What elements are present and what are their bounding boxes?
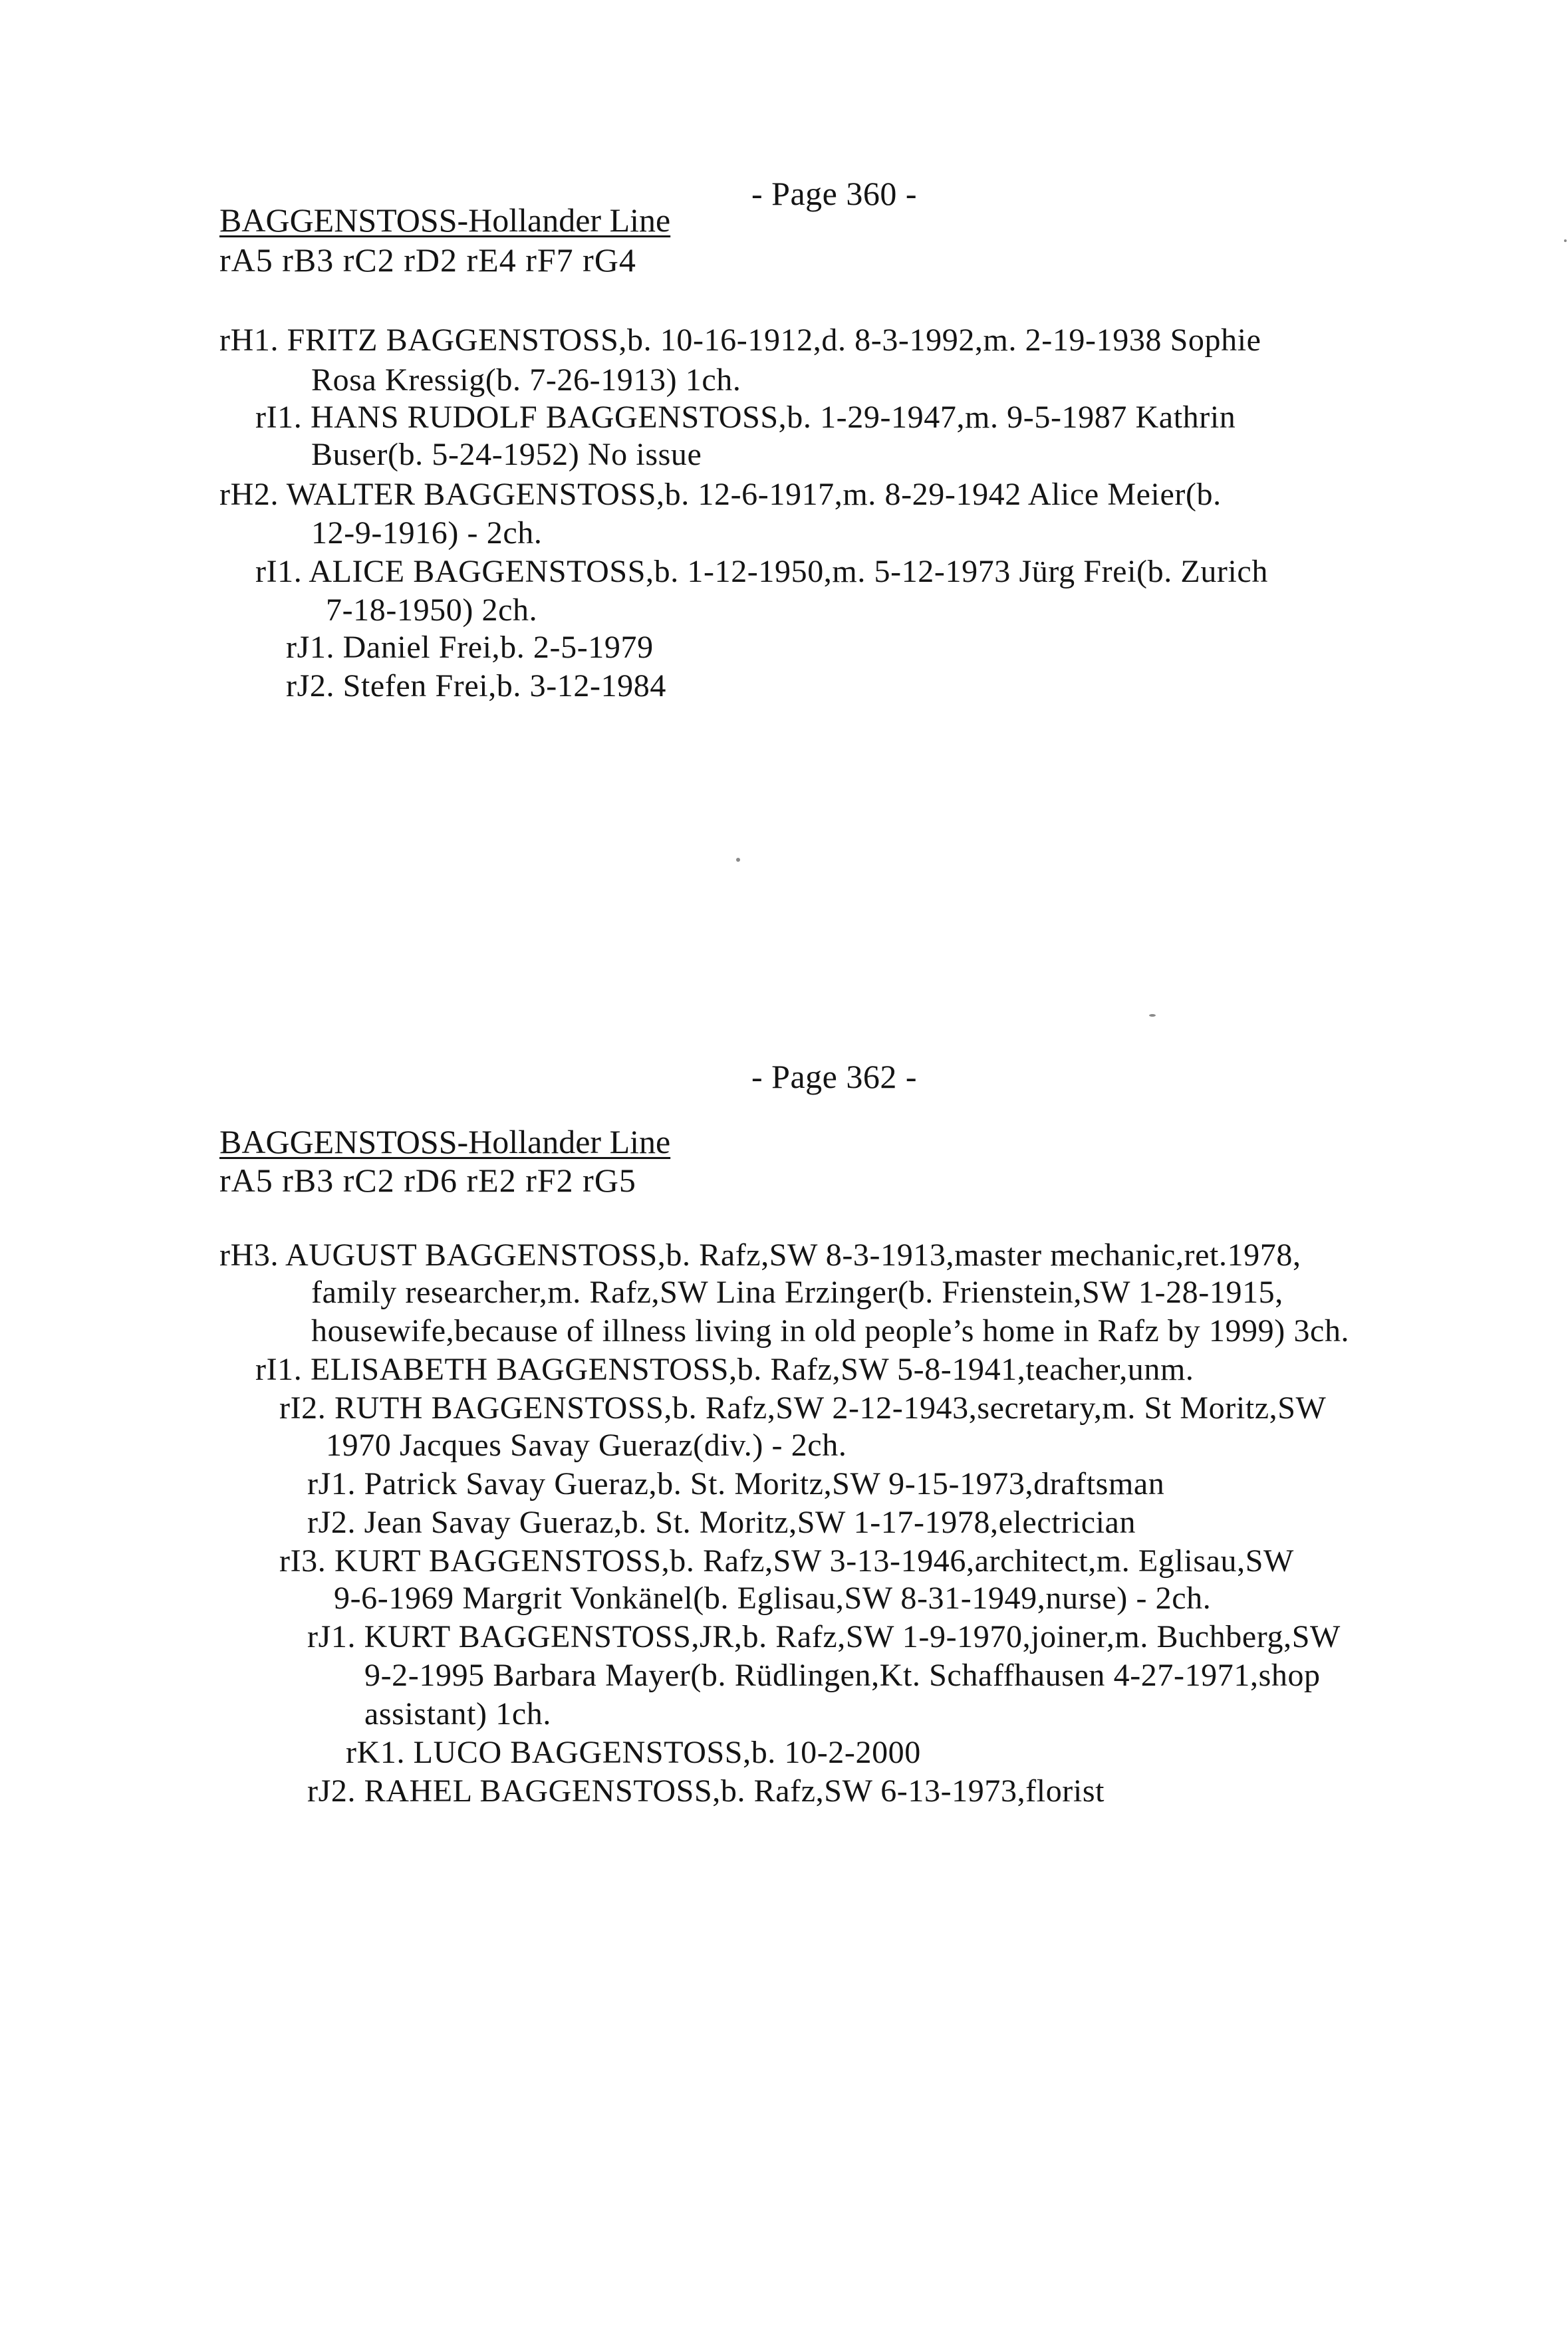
entry-rj1-kurt-jr: rJ1. KURT BAGGENSTOSS,JR,b. Rafz,SW 1-9-1970,joiner,m. Buchberg,SW	[307, 1619, 1341, 1654]
entry-rj1-patrick: rJ1. Patrick Savay Gueraz,b. St. Moritz,SW 9-15-1973,draftsman	[307, 1466, 1165, 1501]
entry-ri3: rI3. KURT BAGGENSTOSS,b. Rafz,SW 3-13-1946,architect,m. Eglisau,SW	[279, 1543, 1294, 1579]
entry-rj1: rJ1. Daniel Frei,b. 2-5-1979	[286, 630, 654, 665]
entry-rh3-cont2: housewife,because of illness living in old people’s home in Rafz by 1999) 3ch.	[311, 1313, 1350, 1349]
entry-rh2: rH2. WALTER BAGGENSTOSS,b. 12-6-1917,m. 8-29-1942 Alice Meier(b.	[219, 477, 1222, 512]
entry-rj1-kurt-jr-cont2: assistant) 1ch.	[364, 1696, 551, 1732]
entry-ri1: rI1. HANS RUDOLF BAGGENSTOSS,b. 1-29-1947,m. 9-5-1987 Kathrin	[255, 400, 1236, 435]
entry-rh3: rH3. AUGUST BAGGENSTOSS,b. Rafz,SW 8-3-1913,master mechanic,ret.1978,	[219, 1237, 1301, 1273]
line-title: BAGGENSTOSS-Hollander Line	[219, 201, 671, 239]
entry-rj2-jean: rJ2. Jean Savay Gueraz,b. St. Moritz,SW 1-17-1978,electrician	[307, 1505, 1136, 1540]
entry-rj1-kurt-jr-cont1: 9-2-1995 Barbara Mayer(b. Rüdlingen,Kt. Schaffhausen 4-27-1971,shop	[364, 1658, 1321, 1693]
entry-rh1-cont: Rosa Kressig(b. 7-26-1913) 1ch.	[311, 362, 741, 398]
scan-speck	[736, 858, 740, 862]
entry-ri1: rI1. ELISABETH BAGGENSTOSS,b. Rafz,SW 5-8-1941,teacher,unm.	[255, 1352, 1194, 1387]
entry-rh3-cont1: family researcher,m. Rafz,SW Lina Erzinger(b. Frienstein,SW 1-28-1915,	[311, 1275, 1283, 1310]
entry-ri1-alice-cont: 7-18-1950) 2ch.	[326, 592, 538, 628]
line-title: BAGGENSTOSS-Hollander Line	[219, 1123, 671, 1160]
page-number-360: - Page 360 -	[751, 175, 917, 212]
line-path: rA5 rB3 rC2 rD6 rE2 rF2 rG5	[219, 1162, 636, 1199]
entry-ri2: rI2. RUTH BAGGENSTOSS,b. Rafz,SW 2-12-1943,secretary,m. St Moritz,SW	[279, 1390, 1327, 1426]
line-path: rA5 rB3 rC2 rD2 rE4 rF7 rG4	[219, 241, 636, 279]
entry-rj2: rJ2. Stefen Frei,b. 3-12-1984	[286, 668, 666, 704]
entry-rj2-rahel: rJ2. RAHEL BAGGENSTOSS,b. Rafz,SW 6-13-1973,florist	[307, 1773, 1105, 1809]
entry-rk1-luco: rK1. LUCO BAGGENSTOSS,b. 10-2-2000	[346, 1735, 921, 1770]
entry-ri1-alice: rI1. ALICE BAGGENSTOSS,b. 1-12-1950,m. 5-12-1973 Jürg Frei(b. Zurich	[255, 554, 1268, 589]
entry-rh2-cont: 12-9-1916) - 2ch.	[311, 515, 543, 551]
page-number-362: - Page 362 -	[751, 1058, 917, 1095]
entry-ri2-cont: 1970 Jacques Savay Gueraz(div.) - 2ch.	[326, 1428, 847, 1463]
entry-ri3-cont: 9-6-1969 Margrit Vonkänel(b. Eglisau,SW 8-31-1949,nurse) - 2ch.	[334, 1581, 1212, 1616]
entry-rh1: rH1. FRITZ BAGGENSTOSS,b. 10-16-1912,d. 8-3-1992,m. 2-19-1938 Sophie	[219, 323, 1261, 358]
entry-ri1-cont: Buser(b. 5-24-1952) No issue	[311, 437, 702, 472]
scan-speck	[1149, 1014, 1156, 1017]
scan-speck	[1564, 239, 1567, 242]
